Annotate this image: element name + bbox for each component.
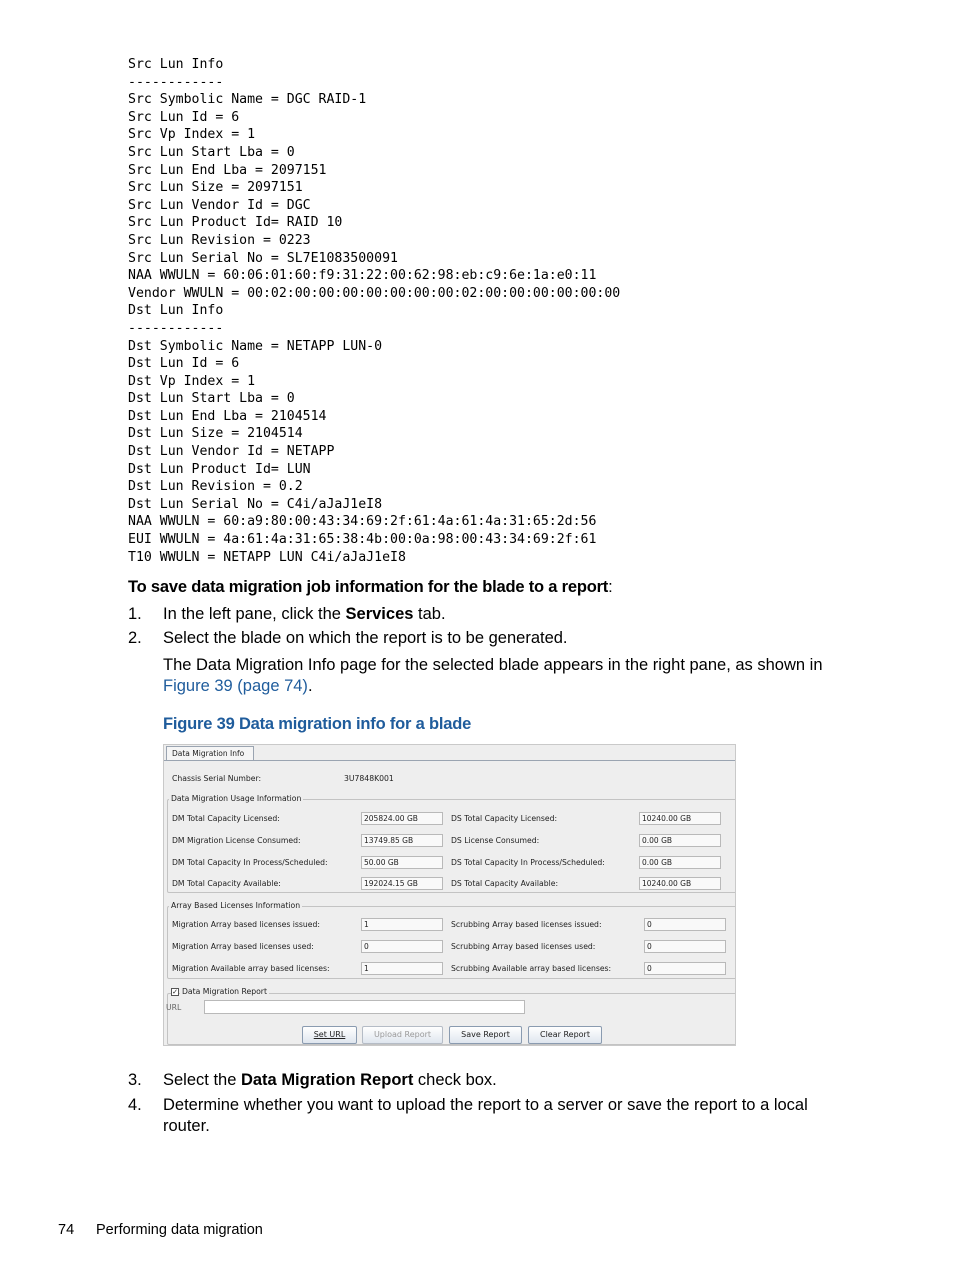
cli-line: NAA WWULN = 60:a9:80:00:43:34:69:2f:61:4a:61:4a:31:65:2d:56 — [128, 514, 597, 530]
field-label: DS Total Capacity Available: — [451, 879, 559, 889]
field-value[interactable]: 0 — [644, 940, 726, 953]
cli-line: Dst Lun Info — [128, 303, 224, 319]
chassis-serial-value: 3U7848K001 — [344, 774, 394, 783]
cli-line: ------------ — [128, 320, 224, 336]
cli-line: Src Lun Id = 6 — [128, 109, 240, 125]
field-label: DS Total Capacity Licensed: — [451, 814, 558, 823]
report-checkbox[interactable]: ✓ — [172, 988, 178, 996]
cli-line: Dst Lun Serial No = C4i/aJaJ1eI8 — [128, 496, 383, 512]
field-value[interactable]: 205824.00 GB — [361, 812, 443, 825]
step-number: 2. — [128, 629, 142, 647]
procedure-heading-text: To save data migration job information for the blade to a report — [128, 578, 609, 596]
cli-line: Src Lun Serial No = SL7E1083500091 — [128, 250, 398, 266]
step-text: Determine whether you want to upload the report to a server or save the report to a local — [163, 1096, 808, 1114]
field-value[interactable]: 1 — [361, 918, 443, 931]
field-value[interactable]: 1 — [361, 962, 443, 975]
field-label: DS License Consumed: — [451, 835, 540, 845]
step-number: 1. — [128, 605, 142, 623]
cli-line: Src Lun Revision = 0223 — [128, 232, 311, 248]
step-text: check box. — [413, 1071, 497, 1089]
cli-line: Src Lun Info — [128, 57, 224, 72]
cli-line: Dst Lun Id = 6 — [128, 356, 240, 372]
url-label: URL — [166, 1003, 182, 1012]
procedure-heading-colon: : — [608, 578, 613, 596]
set-url-button[interactable] — [302, 1026, 357, 1044]
cli-line: T10 WWULN = NETAPP LUN C4i/aJaJ1eI8 — [128, 549, 406, 565]
cli-line: EUI WWULN = 4a:61:4a:31:65:38:4b:00:0a:98:00:43:34:69:2f:61 — [128, 532, 597, 548]
cli-line: Dst Symbolic Name = NETAPP LUN-0 — [128, 338, 383, 354]
tab-divider — [164, 760, 736, 761]
field-value[interactable]: 0 — [644, 962, 726, 975]
figure-caption: Figure 39 Data migration info for a blade — [163, 715, 472, 733]
array-licenses-group-title: Array Based Licenses Information — [171, 901, 301, 910]
cli-line: Dst Lun Start Lba = 0 — [128, 391, 295, 407]
cli-line: Dst Lun Vendor Id = NETAPP — [128, 444, 335, 460]
cli-line: Dst Lun Product Id= LUN — [128, 461, 311, 477]
field-label: Migration Array based licenses issued: — [172, 920, 320, 929]
field-label: Migration Available array based licenses: — [172, 963, 330, 973]
step-text: Select the blade on which the report is to be generated. — [163, 629, 568, 647]
cli-line: Dst Lun Size = 2104514 — [128, 426, 303, 442]
step-text-continued: router. — [163, 1117, 210, 1135]
field-value[interactable]: 192024.15 GB — [361, 877, 443, 890]
clear-report-button[interactable]: Clear Report — [528, 1026, 602, 1044]
field-label: DM Migration License Consumed: — [172, 835, 301, 845]
cli-output — [128, 56, 620, 566]
set-url-button-label: Set URL — [313, 1030, 346, 1039]
step-text: tab. — [413, 605, 446, 623]
field-label: Scrubbing Available array based licenses: — [451, 963, 612, 973]
cli-line: Dst Lun End Lba = 2104514 — [128, 408, 327, 424]
tab-data-migration-info[interactable]: Data Migration Info — [166, 746, 254, 760]
step-bold-term: Services — [345, 605, 414, 623]
field-value[interactable]: 0 — [361, 940, 443, 953]
field-value[interactable]: 13749.85 GB — [361, 834, 443, 847]
cli-line: Src Lun Product Id= RAID 10 — [128, 215, 343, 231]
cli-line: Src Vp Index = 1 — [128, 127, 256, 143]
chassis-serial-label: Chassis Serial Number: — [172, 774, 262, 783]
save-report-button[interactable]: Save Report — [449, 1026, 522, 1044]
paragraph-text: . — [307, 677, 313, 695]
field-value[interactable]: 10240.00 GB — [639, 877, 721, 890]
paragraph-text: The Data Migration Info page for the selected blade appears in the right pane, as shown in — [163, 656, 823, 674]
report-checkbox-label: Data Migration Report — [182, 987, 267, 996]
field-label: Migration Array based licenses used: — [172, 941, 314, 951]
cli-line: Src Lun Start Lba = 0 — [128, 144, 295, 160]
field-value[interactable]: 0.00 GB — [639, 834, 721, 847]
step-2-paragraph — [163, 655, 863, 697]
field-label: Scrubbing Array based licenses used: — [451, 941, 596, 951]
field-value[interactable]: 0 — [644, 918, 726, 931]
cli-line: Src Lun Vendor Id = DGC — [128, 197, 311, 213]
field-label: DM Total Capacity Licensed: — [172, 814, 280, 823]
step-text: In the left pane, click the — [163, 605, 346, 623]
field-label: DM Total Capacity Available: — [172, 879, 281, 889]
step-bold-term: Data Migration Report — [240, 1071, 414, 1089]
upload-report-button[interactable]: Upload Report — [362, 1026, 443, 1044]
url-input[interactable] — [204, 1000, 525, 1014]
cli-line: NAA WWULN = 60:06:01:60:f9:31:22:00:62:98:eb:c9:6e:1a:e0:11 — [128, 268, 597, 284]
step-number: 4. — [128, 1096, 142, 1114]
field-label: Scrubbing Array based licenses issued: — [451, 920, 602, 929]
cli-line: Dst Lun Revision = 0.2 — [128, 479, 303, 495]
cli-line: Vendor WWULN = 00:02:00:00:00:00:00:00:00:02:00:00:00:00:00:00 — [128, 285, 621, 301]
step-number: 3. — [128, 1071, 142, 1089]
cli-line: ------------ — [128, 74, 224, 90]
figure-reference-link[interactable]: Figure 39 (page 74) — [163, 677, 308, 695]
footer-section-title: Performing data migration — [96, 1222, 263, 1238]
cli-line: Dst Vp Index = 1 — [128, 373, 256, 389]
field-value[interactable]: 10240.00 GB — [639, 812, 721, 825]
cli-line: Src Lun Size = 2097151 — [128, 180, 303, 196]
field-label: DM Total Capacity In Process/Scheduled: — [172, 857, 328, 867]
field-value[interactable]: 50.00 GB — [361, 856, 443, 869]
step-text: Select the — [163, 1071, 241, 1089]
field-value[interactable]: 0.00 GB — [639, 856, 721, 869]
cli-line: Src Lun End Lba = 2097151 — [128, 162, 327, 178]
cli-line: Src Symbolic Name = DGC RAID-1 — [128, 92, 367, 108]
procedure-heading — [128, 578, 613, 597]
data-migration-info-screenshot — [163, 744, 736, 1046]
page-number: 74 — [58, 1222, 75, 1238]
usage-group-title: Data Migration Usage Information — [171, 794, 302, 803]
field-label: DS Total Capacity In Process/Scheduled: — [451, 857, 605, 867]
